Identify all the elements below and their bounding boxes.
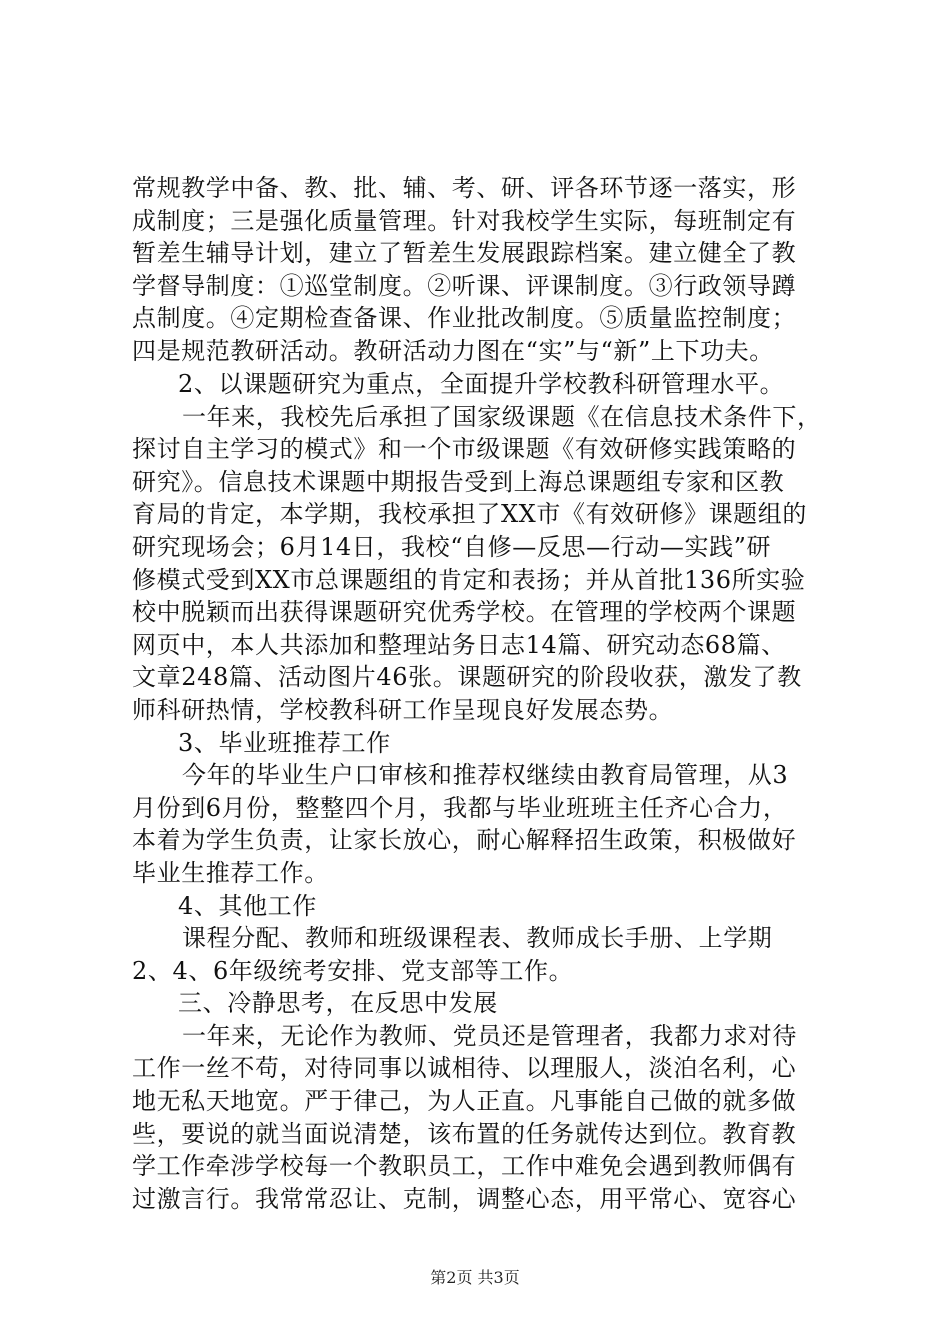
text-line: 修模式受到XX市总课题组的肯定和表扬；并从首批136所实验 [132,565,806,594]
text-line: 地无私天地宽。严于律己，为人正直。凡事能自己做的就多做 [132,1087,797,1116]
text-line: 过激言行。我常常忍让、克制，调整心态，用平常心、宽容心 [132,1184,797,1213]
text-line: 点制度。④定期检查备课、作业批改制度。⑤质量监控制度； [132,304,797,333]
text-line: 一年来，我校先后承担了国家级课题《在信息技术条件下， [182,402,822,431]
text-line: 研究现场会；6月14日，我校“自修—反思—行动—实践”研 [132,532,772,561]
text-line: 文章248篇、活动图片46张。课题研究的阶段收获，激发了教 [132,663,802,692]
text-line: 育局的肯定，本学期，我校承担了XX市《有效研修》课题组的 [132,500,807,529]
text-line: 成制度；三是强化质量管理。针对我校学生实际，每班制定有 [132,206,797,235]
text-line: 今年的毕业生户口审核和推荐权继续由教育局管理，从3 [182,761,789,790]
body-text [132,368,832,1215]
text-line: 2、4、6年级统考安排、党支部等工作。 [132,956,574,985]
text-line: 四是规范教研活动。教研活动力图在“实”与“新”上下功夫。 [132,336,774,365]
section-heading-reflection: 三、冷静思考，在反思中发展 [178,989,498,1018]
text-line: 学工作牵涉学校每一个教职员工，工作中难免会遇到教师偶有 [132,1152,797,1181]
text-line: 月份到6月份，整整四个月，我都与毕业班班主任齐心合力， [132,793,788,822]
text-line: 学督导制度：①巡堂制度。②听课、评课制度。③行政领导蹲 [132,271,797,300]
text-line: 本着为学生负责，让家长放心，耐心解释招生政策，积极做好 [132,826,797,855]
text-line: 毕业生推荐工作。 [132,858,329,887]
text-line: 师科研热情，学校教科研工作呈现良好发展态势。 [132,695,674,724]
page-number-footer: 第2页 共3页 [430,1268,520,1287]
section-heading-research: 2、以课题研究为重点，全面提升学校教科研管理水平。 [178,370,785,398]
text-line: 研究》。信息技术课题中期报告受到上海总课题组专家和区教 [132,467,785,496]
section-heading-other-work: 4、其他工作 [178,891,317,920]
text-line: 常规教学中备、教、批、辅、考、研、评各环节逐一落实，形 [132,174,797,202]
section-heading-graduation: 3、毕业班推荐工作 [178,728,391,757]
text-line: 工作一丝不苟，对待同事以诚相待、以理服人，淡泊名利，心 [132,1054,797,1083]
text-line: 些，要说的就当面说清楚，该布置的任务就传达到位。教育教 [132,1119,797,1148]
text-line: 探讨自主学习的模式》和一个市级课题《有效研修实践策略的 [132,435,797,464]
text-line: 一年来，无论作为教师、党员还是管理者，我都力求对待 [182,1021,797,1050]
text-line: 暂差生辅导计划，建立了暂差生发展跟踪档案。建立健全了教 [132,239,797,268]
text-line: 网页中，本人共添加和整理站务日志14篇、研究动态68篇、 [132,630,786,659]
text-line: 校中脱颖而出获得课题研究优秀学校。在管理的学校两个课题 [132,598,797,627]
text-line: 课程分配、教师和班级课程表、教师成长手册、上学期 [182,924,773,953]
paragraph-quality-management [132,172,832,368]
